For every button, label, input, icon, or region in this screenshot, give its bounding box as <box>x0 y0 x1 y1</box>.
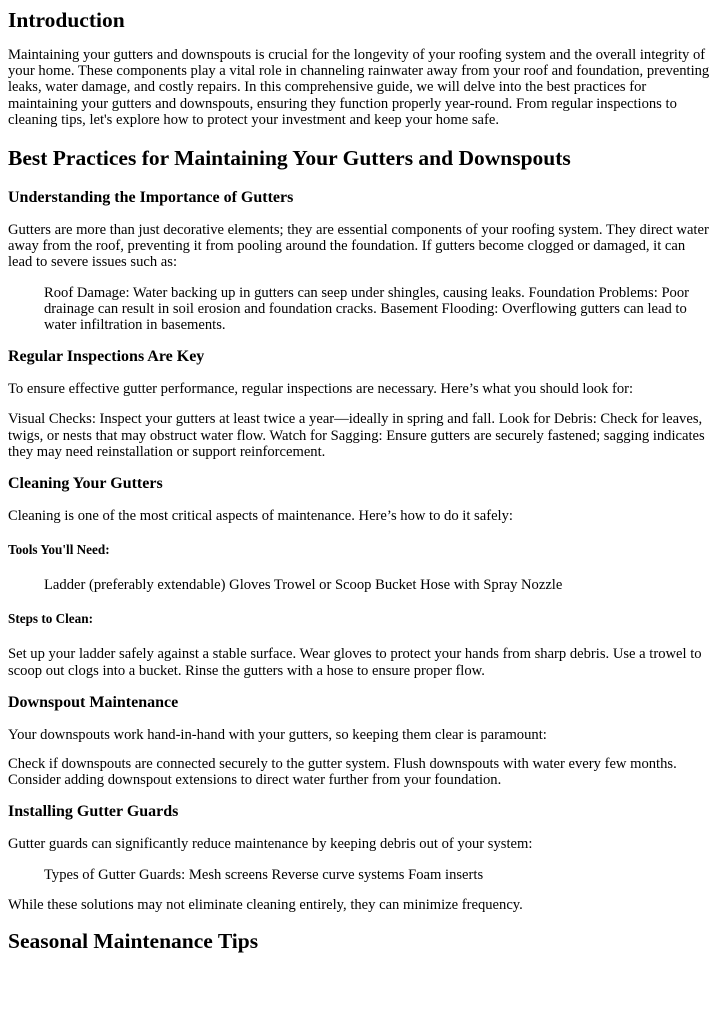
guards-intro: Gutter guards can significantly reduce maintenance by keeping debris out of your system: <box>8 836 533 853</box>
importance-heading: Understanding the Importance of Gutters <box>8 189 294 207</box>
guards-paragraph: While these solutions may not eliminate cleaning entirely, they can minimize frequency. <box>8 896 523 913</box>
steps-paragraph: Set up your ladder safely against a stable surface. Wear gloves to protect your hands from sharp debris. Use a trowel to scoop out clogs into a bucket. Rinse the gutters with a hose to ensure proper flow. <box>8 646 702 679</box>
intro-heading: Introduction <box>8 8 125 32</box>
seasonal-heading: Seasonal Maintenance Tips <box>8 929 259 954</box>
cleaning-heading: Cleaning Your Gutters <box>8 475 163 493</box>
downspout-paragraph: Check if downspouts are connected securely to the gutter system. Flush downspouts with water every few months. Consider adding downspout extensions to direct water further from your foundation. <box>8 756 677 789</box>
tools-quote: Ladder (preferably extendable) Gloves Trowel or Scoop Bucket Hose with Spray Nozzle <box>44 577 563 594</box>
cleaning-intro: Cleaning is one of the most critical aspects of maintenance. Here’s how to do it safely: <box>8 508 513 525</box>
guards-heading: Installing Gutter Guards <box>8 803 179 821</box>
importance-paragraph: Gutters are more than just decorative elements; they are essential components of your roofing system. They direct water away from the roof, preventing it from pooling around the foundation. If gutters become clogged or damaged, it can lead to severe issues such as: <box>8 222 709 271</box>
inspections-paragraph: Visual Checks: Inspect your gutters at least twice a year—ideally in spring and fall. Look for Debris: Check for leaves, twigs, or nests that may obstruct water flow. Watch for Sagging: Ensure gutters are securely fastened; sagging indicates they may need reinstallation or support reinforcement. <box>8 411 705 460</box>
downspout-intro: Your downspouts work hand-in-hand with your gutters, so keeping them clear is paramount: <box>8 726 547 743</box>
intro-paragraph: Maintaining your gutters and downspouts is crucial for the longevity of your roofing system and the overall integrity of your home. These components play a vital role in channeling rainwater away from your roof and foundation, preventing leaks, water damage, and costly repairs. In this comprehensive guide, we will delve into the best practices for maintaining your gutters and downspouts, ensuring they function properly year-round. From regular inspections to cleaning tips, let's explore how to protect your investment and keep your home safe. <box>8 47 710 128</box>
importance-quote: Roof Damage: Water backing up in gutters can seep under shingles, causing leaks. Foundation Problems: Poor drainage can result in soil erosion and foundation cracks. Basement Flooding: Overflowing gutters can lead to water infiltration in basements. <box>44 284 690 334</box>
article <box>0 8 720 953</box>
downspout-heading: Downspout Maintenance <box>8 693 179 711</box>
inspections-heading: Regular Inspections Are Key <box>8 348 205 366</box>
guards-quote: Types of Gutter Guards: Mesh screens Reverse curve systems Foam inserts <box>44 866 484 883</box>
steps-heading: Steps to Clean: <box>8 611 93 627</box>
inspections-intro: To ensure effective gutter performance, regular inspections are necessary. Here’s what you should look for: <box>8 381 634 398</box>
best-practices-heading: Best Practices for Maintaining Your Gutters and Downspouts <box>8 146 571 171</box>
tools-heading: Tools You'll Need: <box>8 542 110 558</box>
